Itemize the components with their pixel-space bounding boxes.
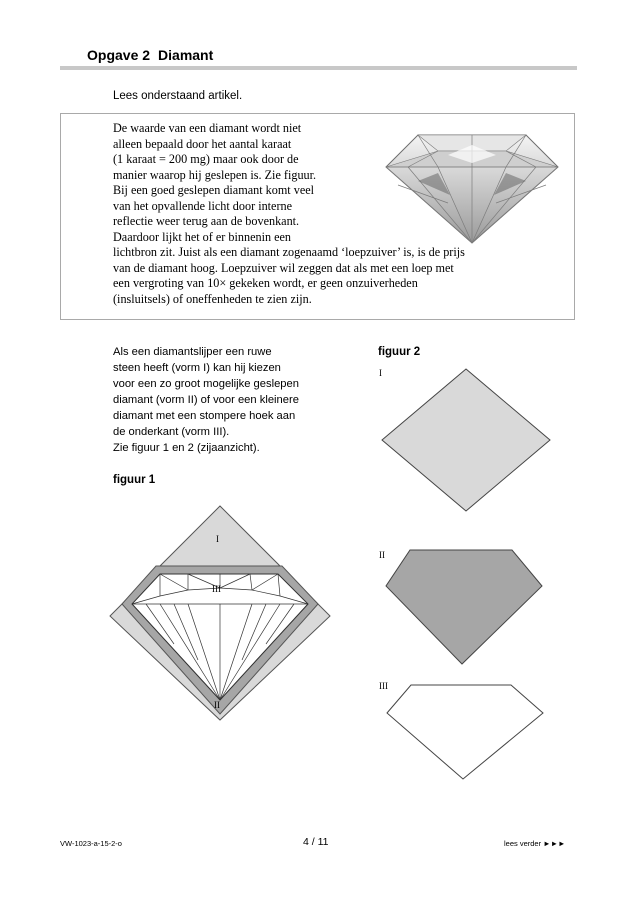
body-line: voor een zo groot mogelijke geslepen xyxy=(113,378,299,390)
figure1-diagram xyxy=(108,504,340,724)
title-rule xyxy=(60,66,577,70)
next-page-indicator: lees verder ►►► xyxy=(504,839,566,848)
article-line: De waarde van een diamant wordt niet xyxy=(113,121,302,135)
figure2-form-III-label: III xyxy=(379,681,388,691)
article-line: (1 karaat = 200 mg) maar ook door de xyxy=(113,152,299,166)
article-line: een vergroting van 10× gekeken wordt, er geen onzuiverheden xyxy=(113,276,418,290)
body-line: Zie figuur 1 en 2 (zijaanzicht). xyxy=(113,442,260,454)
intro-text: Lees onderstaand artikel. xyxy=(113,90,243,102)
body-line: diamant (vorm II) of voor een kleinere xyxy=(113,394,299,406)
body-line: diamant met een stompere hoek aan xyxy=(113,410,296,422)
figure1-form-III: III xyxy=(212,584,221,594)
section-heading: Diamant xyxy=(158,47,214,63)
article-line: (insluitsels) of oneffenheden te zien zijn. xyxy=(113,291,312,306)
article-line: manier waarop hij geslepen is. Zie figuur. xyxy=(113,167,317,182)
figure2-form-II-label: II xyxy=(379,550,385,560)
figure1-form-II: II xyxy=(214,700,220,710)
article-line: Daardoor lijkt het of er binnenin een xyxy=(113,229,292,244)
article-line: van het opvallende licht door interne xyxy=(113,198,293,213)
page-number: 4 / 11 xyxy=(303,836,329,848)
diamond-photo xyxy=(378,125,566,247)
section-number: Opgave 2 xyxy=(87,47,151,63)
article-line: alleen bepaald door het aantal karaat xyxy=(113,136,292,151)
article-line: reflectie weer terug aan de bovenkant. xyxy=(113,214,300,228)
figure1-label: figuur 1 xyxy=(113,474,156,486)
figure2-label: figuur 2 xyxy=(378,346,421,358)
figure2-form3 xyxy=(385,683,545,781)
body-line: Als een diamantslijper een ruwe xyxy=(113,346,272,358)
article-line: lichtbron zit. Juist als een diamant zogenaamd ‘loepzuiver’ is, is de prijs xyxy=(113,245,465,259)
figure1-form-I: I xyxy=(216,534,219,544)
section-title xyxy=(87,47,213,63)
figure2-form1 xyxy=(380,368,552,514)
body-line: steen heeft (vorm I) kan hij kiezen xyxy=(113,362,281,374)
footer-code: VW-1023-a-15-2-o xyxy=(60,839,122,848)
figure2-form-I-label: I xyxy=(379,368,382,378)
article-line: Bij een goed geslepen diamant komt veel xyxy=(113,183,315,197)
article-line: van de diamant hoog. Loepzuiver wil zeggen dat als met een loep met xyxy=(113,260,454,275)
body-line: de onderkant (vorm III). xyxy=(113,426,230,438)
figure2-form2 xyxy=(384,548,544,666)
